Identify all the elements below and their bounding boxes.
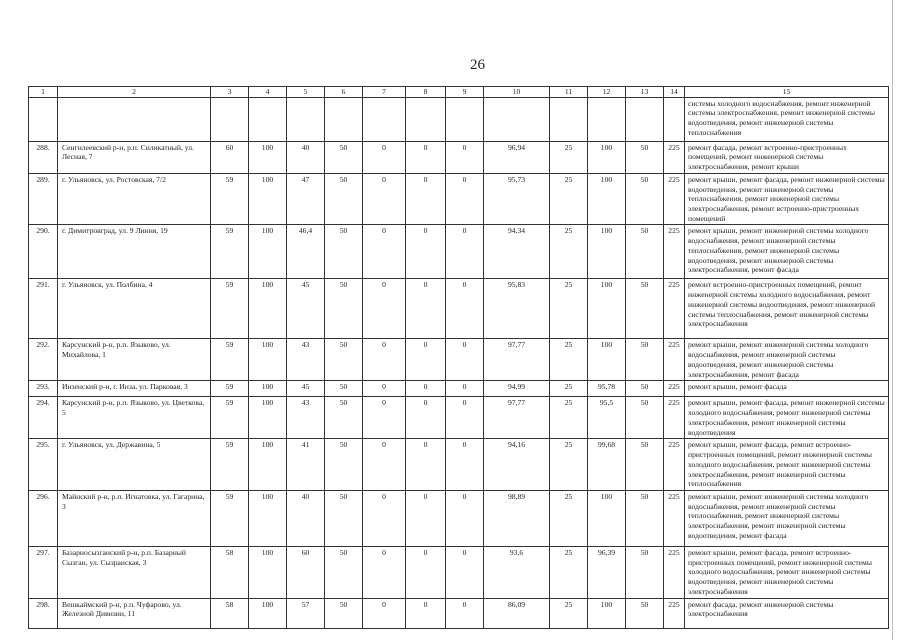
value-cell-col-6: 50 xyxy=(325,225,363,279)
works-cell: ремонт крыши, ремонт фасада, ремонт встроенно-пристроенных помещений, ремонт инженерной системы холодного водоснабжения, ремонт инженерной системы водоотведения, ремонт инженерной системы электроснабжения xyxy=(685,546,889,598)
column-header-3: 3 xyxy=(211,87,249,98)
value-cell-col-8: 0 xyxy=(406,381,446,397)
value-cell-col-7: 0 xyxy=(363,397,406,439)
value-cell-col-6: 50 xyxy=(325,397,363,439)
address-cell: Базарносызганский р-н, р.п. Базарный Сызган, ул. Сызранская, 3 xyxy=(58,546,211,598)
value-cell-col-6: 50 xyxy=(325,279,363,339)
value-cell-col-3: 59 xyxy=(211,397,249,439)
value-cell-col-8: 0 xyxy=(406,490,446,546)
value-cell-col-10 xyxy=(484,97,550,141)
column-header-4: 4 xyxy=(249,87,287,98)
works-cell: ремонт крыши, ремонт инженерной системы холодного водоснабжения, ремонт инженерной системы теплоснабжения, ремонт инженерной системы электроснабжения, ремонт инженерной системы водоотведения, ремонт фасада xyxy=(685,490,889,546)
value-cell-col-4: 100 xyxy=(249,598,287,628)
value-cell-col-10: 96,94 xyxy=(484,141,550,173)
value-cell-col-3: 60 xyxy=(211,141,249,173)
value-cell-col-9: 0 xyxy=(446,173,484,225)
value-cell-col-7: 0 xyxy=(363,381,406,397)
value-cell-col-7: 0 xyxy=(363,279,406,339)
value-cell-col-5: 57 xyxy=(287,598,325,628)
value-cell-col-8: 0 xyxy=(406,546,446,598)
table-body xyxy=(29,97,889,628)
value-cell-col-10: 98,89 xyxy=(484,490,550,546)
table-row xyxy=(29,279,889,339)
value-cell-col-4: 100 xyxy=(249,546,287,598)
value-cell-col-4: 100 xyxy=(249,279,287,339)
value-cell-col-10: 95,73 xyxy=(484,173,550,225)
value-cell-col-14: 225 xyxy=(664,339,685,381)
value-cell-col-14: 225 xyxy=(664,490,685,546)
value-cell-col-11: 25 xyxy=(550,598,588,628)
value-cell-col-13: 50 xyxy=(626,381,664,397)
value-cell-col-4: 100 xyxy=(249,381,287,397)
value-cell-col-4: 100 xyxy=(249,490,287,546)
value-cell-col-9: 0 xyxy=(446,339,484,381)
value-cell-col-13: 50 xyxy=(626,225,664,279)
table-row xyxy=(29,225,889,279)
value-cell-col-6 xyxy=(325,97,363,141)
value-cell-col-10: 94,16 xyxy=(484,439,550,491)
value-cell-col-5: 45 xyxy=(287,381,325,397)
value-cell-col-10: 86,09 xyxy=(484,598,550,628)
row-number: 288. xyxy=(29,141,58,173)
table-row xyxy=(29,381,889,397)
address-cell: г. Ульяновск, ул. Ростовская, 7/2 xyxy=(58,173,211,225)
address-cell xyxy=(58,97,211,141)
value-cell-col-12: 100 xyxy=(588,598,626,628)
value-cell-col-12: 99,68 xyxy=(588,439,626,491)
value-cell-col-6: 50 xyxy=(325,173,363,225)
column-header-7: 7 xyxy=(363,87,406,98)
value-cell-col-13: 50 xyxy=(626,141,664,173)
value-cell-col-3: 59 xyxy=(211,339,249,381)
address-cell: Инзенский р-н, г. Инза, ул. Парковая, 3 xyxy=(58,381,211,397)
value-cell-col-13: 50 xyxy=(626,546,664,598)
value-cell-col-8: 0 xyxy=(406,439,446,491)
value-cell-col-12: 100 xyxy=(588,339,626,381)
value-cell-col-7: 0 xyxy=(363,141,406,173)
value-cell-col-12 xyxy=(588,97,626,141)
value-cell-col-13: 50 xyxy=(626,173,664,225)
value-cell-col-5 xyxy=(287,97,325,141)
value-cell-col-14: 225 xyxy=(664,173,685,225)
value-cell-col-11: 25 xyxy=(550,339,588,381)
value-cell-col-4: 100 xyxy=(249,339,287,381)
value-cell-col-13: 50 xyxy=(626,397,664,439)
address-cell: Майнский р-н, р.п. Игнатовка, ул. Гагарина, 3 xyxy=(58,490,211,546)
value-cell-col-6: 50 xyxy=(325,339,363,381)
value-cell-col-11: 25 xyxy=(550,173,588,225)
row-number: 292. xyxy=(29,339,58,381)
data-table xyxy=(28,86,889,629)
value-cell-col-4: 100 xyxy=(249,397,287,439)
value-cell-col-3: 59 xyxy=(211,279,249,339)
column-header-1: 1 xyxy=(29,87,58,98)
value-cell-col-13: 50 xyxy=(626,598,664,628)
data-table-container xyxy=(28,86,888,629)
column-header-10: 10 xyxy=(484,87,550,98)
value-cell-col-13: 50 xyxy=(626,279,664,339)
address-cell: г. Ульяновск, ул. Державина, 5 xyxy=(58,439,211,491)
value-cell-col-7 xyxy=(363,97,406,141)
address-cell: г. Ульяновск, ул. Полбина, 4 xyxy=(58,279,211,339)
table-row xyxy=(29,97,889,141)
row-number: 291. xyxy=(29,279,58,339)
value-cell-col-11: 25 xyxy=(550,381,588,397)
value-cell-col-4: 100 xyxy=(249,173,287,225)
value-cell-col-8: 0 xyxy=(406,279,446,339)
works-cell: ремонт крыши, ремонт фасада, ремонт встроенно-пристроенных помещений, ремонт инженерной системы холодного водоснабжения, ремонт инженерной системы электроснабжения, ремонт инженерной системы теплоснабжения xyxy=(685,439,889,491)
works-cell: ремонт крыши, ремонт фасада xyxy=(685,381,889,397)
table-row xyxy=(29,546,889,598)
value-cell-col-9: 0 xyxy=(446,598,484,628)
table-row xyxy=(29,490,889,546)
value-cell-col-9: 0 xyxy=(446,141,484,173)
value-cell-col-12: 100 xyxy=(588,173,626,225)
address-cell: Карсунский р-н, р.п. Языково, ул. Цветкова, 5 xyxy=(58,397,211,439)
value-cell-col-5: 45 xyxy=(287,279,325,339)
table-row xyxy=(29,173,889,225)
works-cell: ремонт встроенно-пристроенных помещений, ремонт инженерной системы холодного водоснабжения, ремонт инженерной системы водоотведения, ремонт инженерной системы теплоснабжения, ремонт инженерной системы электроснабжения xyxy=(685,279,889,339)
works-cell: ремонт фасада, ремонт встроенно-пристроенных помещений, ремонт инженерной системы электроснабжения, ремонт крыши xyxy=(685,141,889,173)
value-cell-col-11: 25 xyxy=(550,490,588,546)
value-cell-col-4: 100 xyxy=(249,141,287,173)
column-header-2: 2 xyxy=(58,87,211,98)
value-cell-col-4: 100 xyxy=(249,439,287,491)
row-number: 289. xyxy=(29,173,58,225)
value-cell-col-12: 96,39 xyxy=(588,546,626,598)
value-cell-col-5: 43 xyxy=(287,397,325,439)
value-cell-col-3: 59 xyxy=(211,490,249,546)
column-header-6: 6 xyxy=(325,87,363,98)
table-header-row xyxy=(29,87,889,98)
value-cell-col-6: 50 xyxy=(325,439,363,491)
value-cell-col-7: 0 xyxy=(363,439,406,491)
value-cell-col-8: 0 xyxy=(406,339,446,381)
value-cell-col-3: 58 xyxy=(211,598,249,628)
value-cell-col-14: 225 xyxy=(664,225,685,279)
value-cell-col-14: 225 xyxy=(664,598,685,628)
value-cell-col-8: 0 xyxy=(406,141,446,173)
value-cell-col-5: 46,4 xyxy=(287,225,325,279)
column-header-8: 8 xyxy=(406,87,446,98)
value-cell-col-13: 50 xyxy=(626,490,664,546)
value-cell-col-12: 100 xyxy=(588,279,626,339)
value-cell-col-6: 50 xyxy=(325,141,363,173)
value-cell-col-14: 225 xyxy=(664,397,685,439)
value-cell-col-9: 0 xyxy=(446,439,484,491)
row-number: 295. xyxy=(29,439,58,491)
row-number: 296. xyxy=(29,490,58,546)
column-header-11: 11 xyxy=(550,87,588,98)
value-cell-col-7: 0 xyxy=(363,225,406,279)
value-cell-col-8 xyxy=(406,97,446,141)
value-cell-col-9: 0 xyxy=(446,490,484,546)
value-cell-col-3: 58 xyxy=(211,546,249,598)
value-cell-col-12: 95,78 xyxy=(588,381,626,397)
value-cell-col-7: 0 xyxy=(363,490,406,546)
value-cell-col-3: 59 xyxy=(211,381,249,397)
value-cell-col-5: 40 xyxy=(287,490,325,546)
row-number: 294. xyxy=(29,397,58,439)
value-cell-col-10: 93,6 xyxy=(484,546,550,598)
address-cell: Сенгилеевский р-н, р.п. Силикатный, ул. Лесная, 7 xyxy=(58,141,211,173)
value-cell-col-7: 0 xyxy=(363,598,406,628)
value-cell-col-7: 0 xyxy=(363,339,406,381)
table-row xyxy=(29,339,889,381)
value-cell-col-9: 0 xyxy=(446,546,484,598)
value-cell-col-6: 50 xyxy=(325,381,363,397)
works-cell: ремонт крыши, ремонт инженерной системы холодного водоснабжения, ремонт инженерной системы водоотведения, ремонт инженерной системы электроснабжения, ремонт фасада xyxy=(685,339,889,381)
value-cell-col-9 xyxy=(446,97,484,141)
value-cell-col-9: 0 xyxy=(446,225,484,279)
value-cell-col-5: 40 xyxy=(287,141,325,173)
value-cell-col-7: 0 xyxy=(363,173,406,225)
works-cell: системы холодного водоснабжения, ремонт инженерной системы электроснабжения, ремонт инженерной системы водоотведения, ремонт инженерной системы теплоснабжения xyxy=(685,97,889,141)
works-cell: ремонт фасада, ремонт инженерной системы электроснабжения xyxy=(685,598,889,628)
value-cell-col-5: 47 xyxy=(287,173,325,225)
value-cell-col-12: 100 xyxy=(588,490,626,546)
value-cell-col-11: 25 xyxy=(550,546,588,598)
value-cell-col-8: 0 xyxy=(406,397,446,439)
value-cell-col-4 xyxy=(249,97,287,141)
value-cell-col-9: 0 xyxy=(446,381,484,397)
value-cell-col-6: 50 xyxy=(325,490,363,546)
value-cell-col-10: 97,77 xyxy=(484,397,550,439)
column-header-9: 9 xyxy=(446,87,484,98)
value-cell-col-12: 100 xyxy=(588,225,626,279)
address-cell: г. Димитровград, ул. 9 Линия, 19 xyxy=(58,225,211,279)
value-cell-col-3: 59 xyxy=(211,225,249,279)
page-edge xyxy=(892,0,893,640)
value-cell-col-3 xyxy=(211,97,249,141)
column-header-15: 15 xyxy=(685,87,889,98)
value-cell-col-13 xyxy=(626,97,664,141)
value-cell-col-10: 95,83 xyxy=(484,279,550,339)
row-number: 297. xyxy=(29,546,58,598)
value-cell-col-14: 225 xyxy=(664,546,685,598)
row-number xyxy=(29,97,58,141)
value-cell-col-14: 225 xyxy=(664,381,685,397)
row-number: 290. xyxy=(29,225,58,279)
column-header-12: 12 xyxy=(588,87,626,98)
value-cell-col-13: 50 xyxy=(626,439,664,491)
table-row xyxy=(29,439,889,491)
column-header-13: 13 xyxy=(626,87,664,98)
value-cell-col-11: 25 xyxy=(550,225,588,279)
value-cell-col-13: 50 xyxy=(626,339,664,381)
table-row xyxy=(29,141,889,173)
value-cell-col-8: 0 xyxy=(406,225,446,279)
value-cell-col-7: 0 xyxy=(363,546,406,598)
value-cell-col-11: 25 xyxy=(550,279,588,339)
page-number: 26 xyxy=(470,57,485,73)
value-cell-col-3: 59 xyxy=(211,173,249,225)
value-cell-col-3: 59 xyxy=(211,439,249,491)
value-cell-col-8: 0 xyxy=(406,173,446,225)
row-number: 298. xyxy=(29,598,58,628)
table-row xyxy=(29,598,889,628)
column-header-14: 14 xyxy=(664,87,685,98)
value-cell-col-5: 43 xyxy=(287,339,325,381)
value-cell-col-6: 50 xyxy=(325,546,363,598)
row-number: 293. xyxy=(29,381,58,397)
value-cell-col-11 xyxy=(550,97,588,141)
column-header-5: 5 xyxy=(287,87,325,98)
works-cell: ремонт крыши, ремонт фасада, ремонт инженерной системы холодного водоснабжения, ремонт инженерной системы электроснабжения, ремонт инженерной системы водоотведения xyxy=(685,397,889,439)
value-cell-col-10: 94,34 xyxy=(484,225,550,279)
value-cell-col-9: 0 xyxy=(446,279,484,339)
value-cell-col-14: 225 xyxy=(664,141,685,173)
value-cell-col-10: 97,77 xyxy=(484,339,550,381)
value-cell-col-5: 41 xyxy=(287,439,325,491)
value-cell-col-14: 225 xyxy=(664,279,685,339)
value-cell-col-6: 50 xyxy=(325,598,363,628)
address-cell: Вешкаймский р-н, р.п. Чуфарово, ул. Железной Дивизии, 11 xyxy=(58,598,211,628)
value-cell-col-11: 25 xyxy=(550,397,588,439)
works-cell: ремонт крыши, ремонт фасада, ремонт инженерной системы водоотведения, ремонт инженерной системы теплоснабжения, ремонт инженерной системы электроснабжения, ремонт встроенно-пристроенных помещений xyxy=(685,173,889,225)
value-cell-col-10: 94,99 xyxy=(484,381,550,397)
value-cell-col-11: 25 xyxy=(550,141,588,173)
value-cell-col-5: 60 xyxy=(287,546,325,598)
value-cell-col-9: 0 xyxy=(446,397,484,439)
table-row xyxy=(29,397,889,439)
value-cell-col-14: 225 xyxy=(664,439,685,491)
value-cell-col-12: 95,5 xyxy=(588,397,626,439)
value-cell-col-8: 0 xyxy=(406,598,446,628)
value-cell-col-12: 100 xyxy=(588,141,626,173)
value-cell-col-14 xyxy=(664,97,685,141)
value-cell-col-4: 100 xyxy=(249,225,287,279)
address-cell: Карсунский р-н, р.п. Языково, ул. Михайлова, 1 xyxy=(58,339,211,381)
value-cell-col-11: 25 xyxy=(550,439,588,491)
works-cell: ремонт крыши, ремонт инженерной системы холодного водоснабжения, ремонт инженерной системы теплоснабжения, ремонт инженерной системы водоотведения, ремонт инженерной системы электроснабжения, ремонт фасада xyxy=(685,225,889,279)
